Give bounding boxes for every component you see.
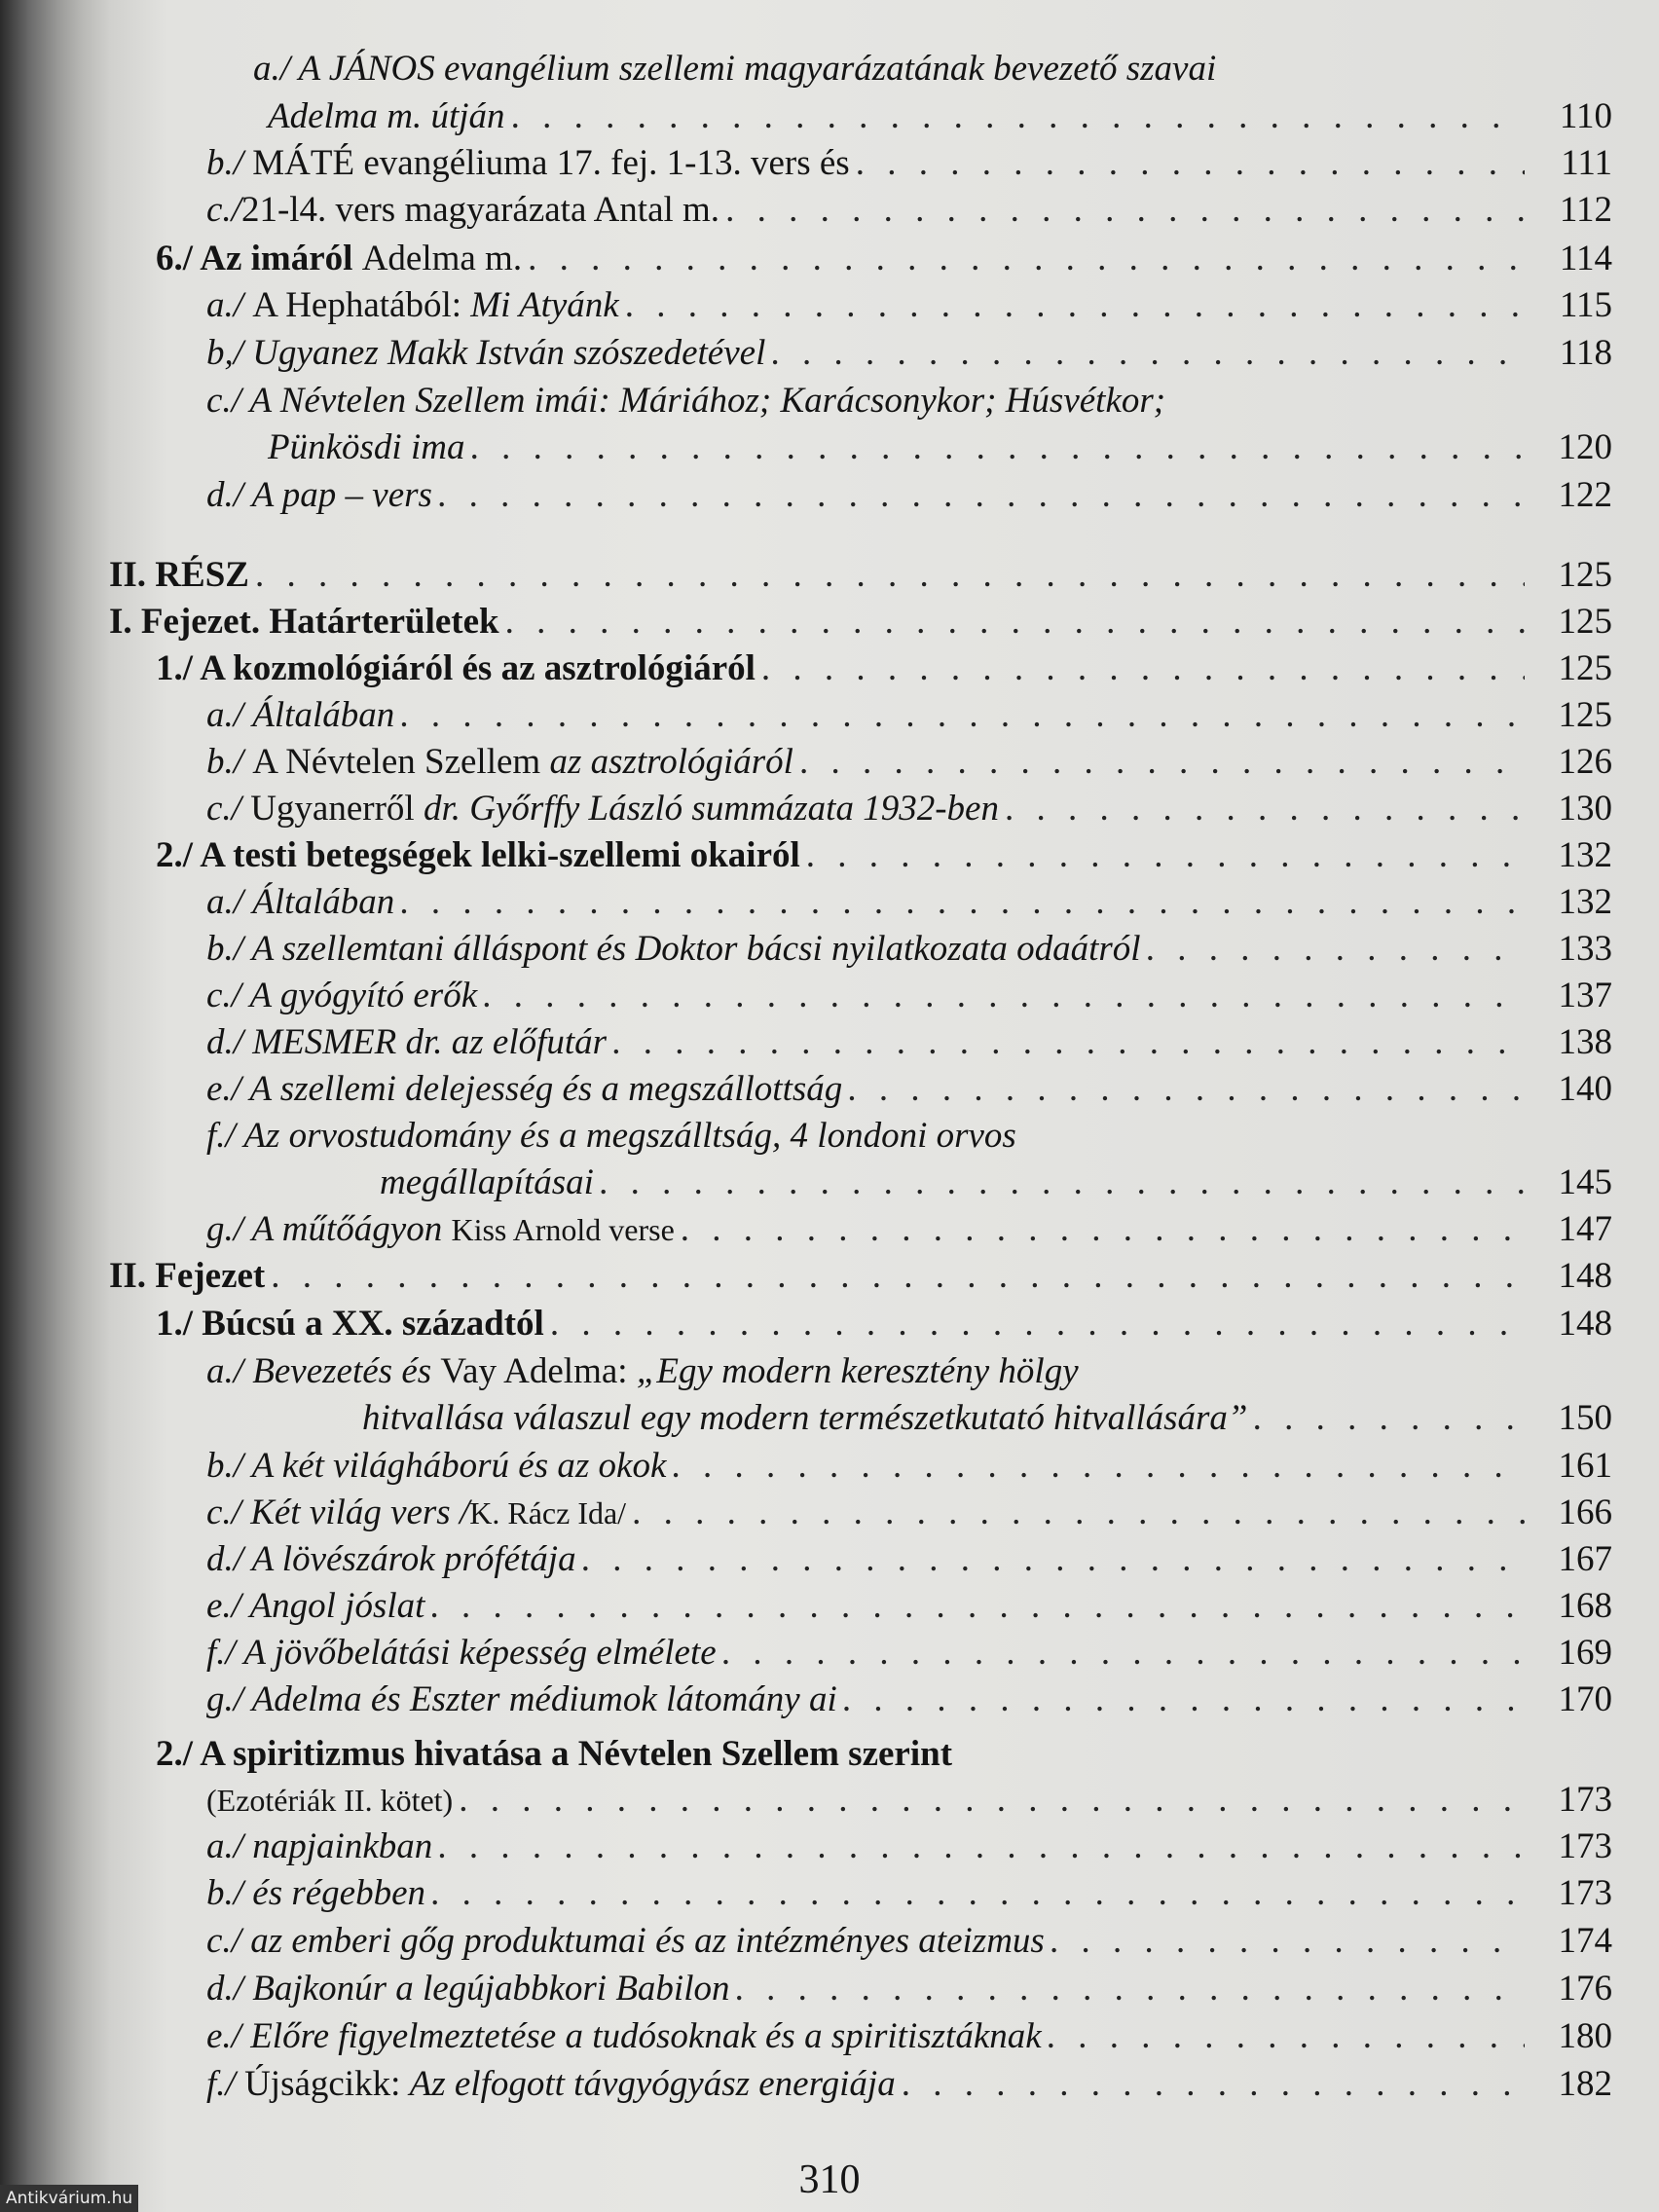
toc-row-25: g./ A műtőágyon Kiss Arnold verse . . . 147 (206, 1207, 1612, 1252)
toc-row-2: Adelma m. útján . . . 110 (268, 94, 1612, 139)
toc-row-42: e./ Előre figyelmeztetése a tudósoknak és a spiritisztáknak . . . 180 (206, 2014, 1612, 2059)
toc-row-12: I. Fejezet. Határterületek . . . 125 (109, 600, 1612, 645)
toc-row-18: a./ Általában . . . 132 (206, 880, 1612, 925)
toc-row-26: II. Fejezet . . . 148 (109, 1254, 1612, 1299)
toc-row-27: 1./ Búcsú a XX. századtól . . . 148 (156, 1302, 1612, 1346)
toc-row-39: b./ és régebben . . . 173 (206, 1871, 1612, 1916)
toc-row-17: 2./ A testi betegségek lelki-szellemi okairól . . . 132 (156, 833, 1612, 878)
toc-row-23: f./ Az orvostudomány és a megszálltság, 4 londoni orvos (206, 1116, 1016, 1156)
toc-row-22: e./ A szellemi delejesség és a megszállottság . . . 140 (206, 1067, 1612, 1112)
toc-row-8: c./ A Névtelen Szellem imái: Máriához; Karácsonykor; Húsvétkor; (206, 381, 1166, 421)
toc-row-37: (Ezotériák II. kötet) . . . 173 (206, 1778, 1612, 1823)
page-number: 310 (798, 2157, 861, 2202)
toc-row-4: c./ 21-l4. vers magyarázata Antal m. . . . 112 (206, 188, 1612, 233)
toc-row-6: a./ A Hephatából: Mi Atyánk . . . 115 (206, 283, 1612, 328)
toc-row-1: a./ A JÁNOS evangélium szellemi magyarázatának bevezető szavai (253, 49, 1217, 89)
toc-row-11: II. RÉSZ . . . 125 (109, 553, 1612, 598)
toc-row-15: b./ A Névtelen Szellem az asztrológiáról . . . 126 (206, 740, 1612, 785)
toc-row-34: f./ A jövőbelátási képesség elmélete . . . 169 (206, 1631, 1612, 1676)
toc-row-24: megállapításai . . . 145 (380, 1161, 1612, 1205)
book-spine-shadow (0, 0, 109, 2212)
toc-row-36: 2./ A spiritizmus hivatása a Névtelen Szellem szerint (156, 1734, 953, 1774)
watermark: Antikvárium.hu (0, 2185, 138, 2212)
toc-row-3: b./ MÁTÉ evangéliuma 17. fej. 1-13. vers és . . . 111 (206, 141, 1612, 186)
toc-row-41: d./ Bajkonúr a legújabbkori Babilon . . . 176 (206, 1967, 1612, 2011)
toc-row-30: b./ A két világháború és az okok . . . 161 (206, 1444, 1612, 1489)
toc-row-21: d./ MESMER dr. az előfutár . . . 138 (206, 1020, 1612, 1065)
toc-row-14: a./ Általában . . . 125 (206, 693, 1612, 738)
toc-row-29: hitvallása válaszul egy modern természetkutató hitvallására” . . . 150 (362, 1396, 1612, 1441)
toc-row-38: a./ napjainkban . . . 173 (206, 1825, 1612, 1869)
toc-row-13: 1./ A kozmológiáról és az asztrológiáról . . . 125 (156, 646, 1612, 691)
toc-row-19: b./ A szellemtani álláspont és Doktor bácsi nyilatkozata odaátról . . . 133 (206, 927, 1612, 972)
toc-row-28: a./ Bevezetés és Vay Adelma: „Egy modern keresztény hölgy (206, 1351, 1079, 1391)
toc-row-40: c./ az emberi gőg produktumai és az intézményes ateizmus . . . 174 (206, 1919, 1612, 1964)
toc-row-31: c./ Két világ vers / K. Rácz Ida/ . . . 166 (206, 1491, 1612, 1535)
toc-row-7: b,/ Ugyanez Makk István szószedetével . . . 118 (206, 331, 1612, 376)
toc-row-32: d./ A lövészárok prófétája . . . 167 (206, 1537, 1612, 1582)
toc-row-5: 6./ Az imáról Adelma m. . . . 114 (156, 237, 1612, 281)
toc-row-35: g./ Adelma és Eszter médiumok látomány ai . . . 170 (206, 1677, 1612, 1722)
toc-row-43: f./ Újságcikk: Az elfogott távgyógyász energiája . . . 182 (206, 2062, 1612, 2107)
toc-row-9: Pünkösdi ima . . . 120 (268, 425, 1612, 470)
toc-row-10: d./ A pap – vers . . . 122 (206, 473, 1612, 518)
toc-row-33: e./ Angol jóslat . . . 168 (206, 1584, 1612, 1629)
toc-row-20: c./ A gyógyító erők . . . 137 (206, 974, 1612, 1018)
toc-row-16: c./ Ugyanerről dr. Győrffy László summázata 1932-ben . . . 130 (206, 787, 1612, 831)
